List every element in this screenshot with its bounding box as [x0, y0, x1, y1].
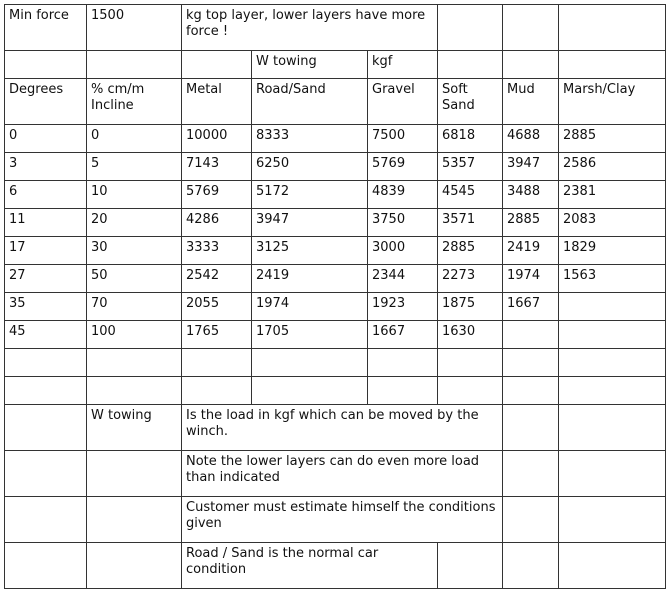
table-cell: 3333 [182, 237, 252, 265]
notes-label: W towing [87, 405, 182, 451]
table-cell: 3947 [503, 153, 559, 181]
table-cell: 1563 [559, 265, 666, 293]
table-row [5, 181, 666, 209]
kgf-header: kgf [368, 51, 438, 79]
min-force-row [5, 5, 666, 51]
table-row [5, 293, 666, 321]
note-row [5, 497, 666, 543]
table-cell: 1705 [252, 321, 368, 349]
table-cell: 1630 [438, 321, 503, 349]
note-row [5, 543, 666, 589]
table-cell: 3000 [368, 237, 438, 265]
table-cell: 35 [5, 293, 87, 321]
table-row [5, 265, 666, 293]
table-cell: 45 [5, 321, 87, 349]
column-header: Metal [182, 79, 252, 125]
table-cell: 2885 [503, 209, 559, 237]
table-cell: 8333 [252, 125, 368, 153]
table-cell [559, 293, 666, 321]
table-cell: 1875 [438, 293, 503, 321]
min-force-value: 1500 [87, 5, 182, 51]
table-cell: 2055 [182, 293, 252, 321]
table-cell: 1974 [503, 265, 559, 293]
table-cell: 2381 [559, 181, 666, 209]
table-cell: 5769 [368, 153, 438, 181]
table-cell: 5769 [182, 181, 252, 209]
column-header: Marsh/Clay [559, 79, 666, 125]
table-cell: 27 [5, 265, 87, 293]
table-cell: 3488 [503, 181, 559, 209]
note-text: Note the lower layers can do even more load than indicated [182, 451, 503, 497]
table-cell: 5357 [438, 153, 503, 181]
note-row [5, 405, 666, 451]
table-cell: 7500 [368, 125, 438, 153]
table-cell: 2273 [438, 265, 503, 293]
table-cell [503, 321, 559, 349]
table-cell: 1974 [252, 293, 368, 321]
table-cell: 2885 [559, 125, 666, 153]
w-towing-header: W towing [252, 51, 368, 79]
table-cell: 4286 [182, 209, 252, 237]
table-cell: 2419 [503, 237, 559, 265]
table-row [5, 153, 666, 181]
table-cell: 3 [5, 153, 87, 181]
table-cell: 6818 [438, 125, 503, 153]
note-text: Customer must estimate himself the conditions given [182, 497, 503, 543]
column-header: % cm/m Incline [87, 79, 182, 125]
table-cell: 100 [87, 321, 182, 349]
table-cell: 4545 [438, 181, 503, 209]
note-row [5, 451, 666, 497]
column-header: Soft Sand [438, 79, 503, 125]
table-cell: 50 [87, 265, 182, 293]
table-cell: 1667 [503, 293, 559, 321]
table-cell: 11 [5, 209, 87, 237]
table-cell: 3571 [438, 209, 503, 237]
table-cell: 3125 [252, 237, 368, 265]
note-text: Road / Sand is the normal car condition [182, 543, 438, 589]
column-header: Road/Sand [252, 79, 368, 125]
table-cell: 4688 [503, 125, 559, 153]
table-cell: 20 [87, 209, 182, 237]
table-cell: 4839 [368, 181, 438, 209]
table-row [5, 209, 666, 237]
units-row [5, 51, 666, 79]
table-cell: 2083 [559, 209, 666, 237]
table-cell: 6250 [252, 153, 368, 181]
column-header-row [5, 79, 666, 125]
table-cell: 70 [87, 293, 182, 321]
table-cell: 2419 [252, 265, 368, 293]
table-cell: 17 [5, 237, 87, 265]
table-cell: 0 [87, 125, 182, 153]
table-cell: 1923 [368, 293, 438, 321]
table-cell: 6 [5, 181, 87, 209]
table-row [5, 237, 666, 265]
table-cell: 2344 [368, 265, 438, 293]
table-cell: 1667 [368, 321, 438, 349]
winch-force-table [4, 4, 666, 589]
table-cell: 3947 [252, 209, 368, 237]
table-cell: 7143 [182, 153, 252, 181]
min-force-note: kg top layer, lower layers have more force ! [182, 5, 438, 51]
column-header: Mud [503, 79, 559, 125]
table-cell: 3750 [368, 209, 438, 237]
table-cell: 2586 [559, 153, 666, 181]
table-cell: 10000 [182, 125, 252, 153]
column-header: Gravel [368, 79, 438, 125]
table-cell: 2885 [438, 237, 503, 265]
empty-row [5, 349, 666, 377]
note-text: Is the load in kgf which can be moved by the winch. [182, 405, 503, 451]
table-cell: 5172 [252, 181, 368, 209]
table-cell: 1765 [182, 321, 252, 349]
table-cell: 1829 [559, 237, 666, 265]
table-cell: 2542 [182, 265, 252, 293]
table-row [5, 321, 666, 349]
table-row [5, 125, 666, 153]
table-cell: 10 [87, 181, 182, 209]
table-cell: 5 [87, 153, 182, 181]
min-force-label: Min force [5, 5, 87, 51]
column-header: Degrees [5, 79, 87, 125]
empty-row [5, 377, 666, 405]
table-cell: 30 [87, 237, 182, 265]
table-cell [559, 321, 666, 349]
table-cell: 0 [5, 125, 87, 153]
